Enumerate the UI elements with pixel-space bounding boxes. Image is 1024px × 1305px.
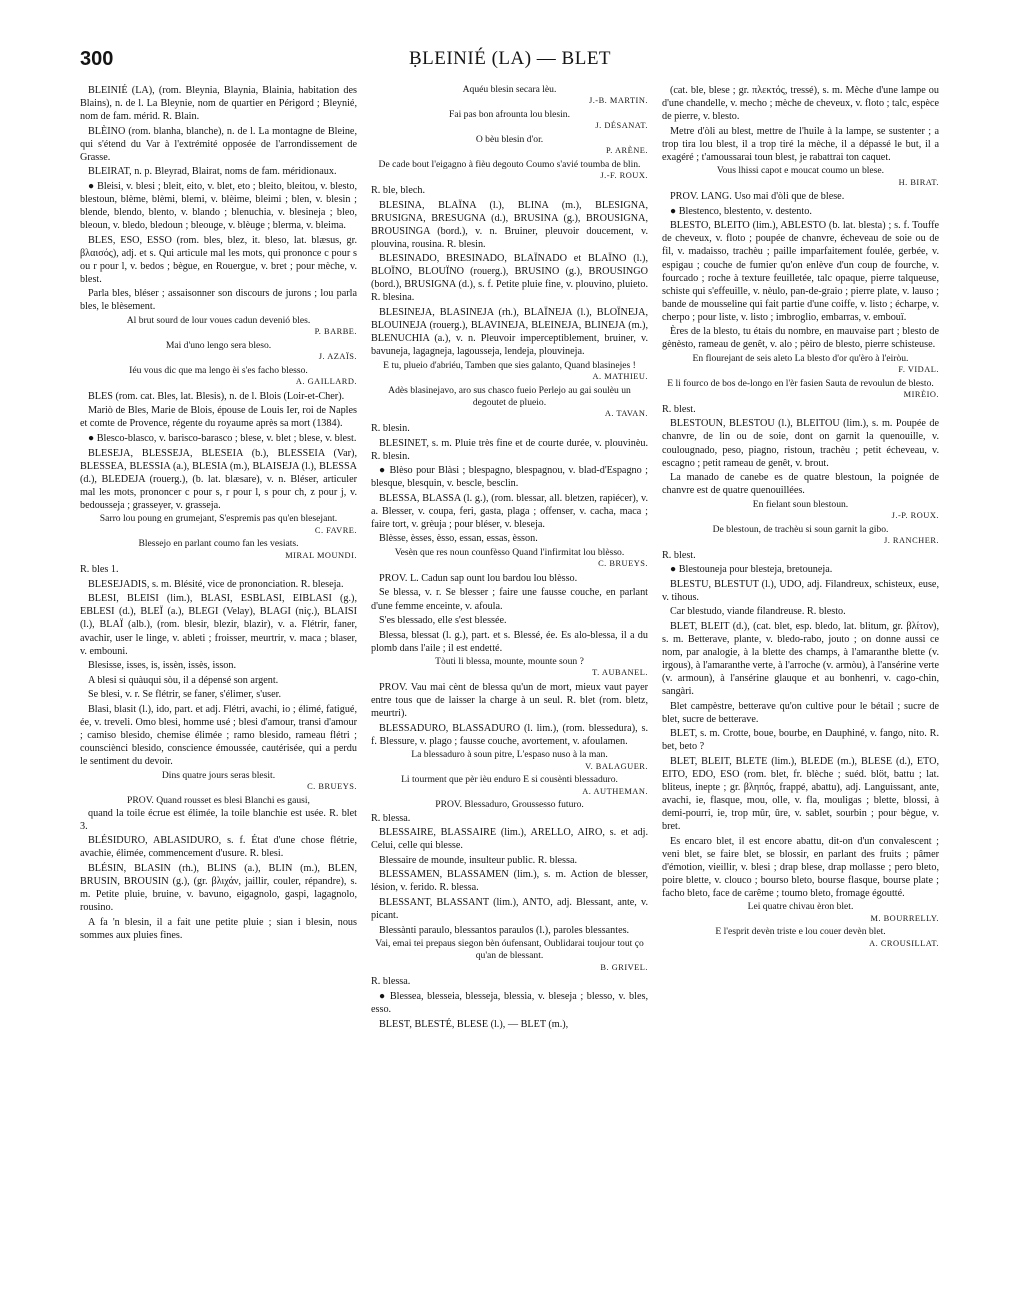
quotation: Al brut sourd de lour voues cadun devenió bles. [126,314,311,326]
dictionary-entry: BLESINADO, BRESINADO, BLAÏNADO et BLAÏNO (l.), BLOÏNO, BLOUÏNO (rouerg.), BRUSINO (g.), BROUSINGO (bord.), BRUSIGNA (d.), s. f. Petite pluie fine, v. plouvino, pluieto. R. blesina. [371,253,648,304]
dictionary-entry: PROV. LANG. Uso mai d'òli que de blese. [670,191,845,203]
dictionary-entry: Blessaire de mounde, insulteur public. R. blessa. [379,854,578,866]
dictionary-entry: BLESEJA, BLESSEJA, BLESEIA (b.), BLESSEIA (Var), BLESSEA, BLESSIA (a.), BLESIA (m.), BLAISEJA (l.), BLESSA (d.), BLEDEJA (rouerg.), (b. lat. blæsare), v. n. Bléser, articuler mal les mots, prononcer c pour s, r pour l, s pour ch, z pour j, v. bedousseja ; grasseyer, v. grasseja. [80,447,357,511]
quotation: PROV. Blessaduro, Groussesso futuro. [435,799,584,811]
dictionary-entry: ● Blestouneja pour blesteja, bretouneja. [670,564,833,576]
quotation: Vai, emai tei prepaus siegon bèn óufensant, Oublidarai toujour tout ço qu'an de blessant. [375,938,644,962]
citation-author: P. ARÈNE. [606,146,648,156]
quotation: En flourejant de seis aleto La blesto d'or qu'èro à l'eiròu. [692,352,909,364]
quotation: Blessejo en parlant coumo fan les vesiats. [138,538,299,550]
citation-author: A. TAVAN. [604,409,648,419]
dictionary-entry: Se blessa, v. r. Se blesser ; faire une fausse couche, en parlant d'une femme enceinte, v. afoula. [371,587,648,612]
quotation: Dins quatre jours seras blesit. [161,769,276,781]
dictionary-entry: BLESSAMEN, BLASSAMEN (lim.), s. m. Action de blesser, lésion, v. ferido. R. blessa. [371,869,648,894]
citation-author: MIRÈIO. [903,390,939,400]
quotation: PROV. Quand rousset es blesi Blanchi es gausi, [127,794,310,806]
quotation: Sarro lou poung en grumejant, S'espremis pas qu'en blesejant. [99,513,338,525]
dictionary-entry: La manado de canebe es de quatre blestoun, la poignée de chanvre est de quatre quenouillées. [662,472,939,497]
column-right [662,84,939,1284]
dictionary-entry: BLESINET, s. m. Pluie très fine et de courte durée, v. plouvinèu. R. blesin. [371,437,648,462]
dictionary-entry: Blèsse, èsses, èsso, essan, essas, èsson. [379,533,538,545]
dictionary-entry: BLESEJADIS, s. m. Blésité, vice de prononciation. R. bleseja. [88,578,344,590]
dictionary-entry: BLET, BLEIT, BLETE (lim.), BLEDE (m.), BLESE (d.), ETO, EITO, EDO, ESO (rom. blet, fr. blèche ; suéd. blöt, battu ; lat. bliteus, inepte ; gr. βληπός, frappé, abattu), adj. Languissant, ante, avachi, ie, flasque, mou, olle, v. fla, mouligas ; blette, blossi, à demi-pourri, ie, trop mûr, ûre, v. sablet, sourbin ; pour bègue, v. bret. [662,755,939,833]
dictionary-entry: PROV. L. Cadun sap ount lou bardou lou blèsso. [379,572,578,584]
citation-author: C. BRUEYS. [307,781,357,791]
quotation: De blestoun, de trachèu si soun garnit la gibo. [712,523,889,535]
dictionary-entry: R. blest. [662,549,696,561]
page-number: 300 [80,48,114,70]
citation-author: J. AZAÏS. [318,352,357,362]
dictionary-entry: R. blessa. [371,812,411,824]
quotation: Vesèn que res noun counfèsso Quand l'infirmitat lou blèsso. [394,546,625,558]
quotation: E tu, plueio d'abriéu, Tamben que sies galanto, Quand blasinejes ! [383,359,636,371]
dictionary-entry: R. blessa. [371,976,411,988]
citation-author: T. AUBANEL. [592,668,648,678]
dictionary-entry: (cat. ble, blese ; gr. πλεκτός, tressé), s. m. Mèche d'une lampe ou d'une chandelle, v. mecho ; mèche de cheveux, v. floto ; talc, espèce de pierre, v. blesto. [662,85,939,123]
dictionary-entry: ● Blessea, blesseia, blesseja, blessia, v. bleseja ; blesso, v. bles, esso. [371,990,648,1016]
quotation: Tòuti li blessa, mounte, mounte soun ? [435,656,584,668]
citation-author: B. GRIVEL. [600,962,648,972]
dictionary-entry: PROV. Vau mai cènt de blessa qu'un de mort, mieux vaut payer entre tous que de laisser la charge à un seul. R. blet (rom. bletz, meurtri). [371,682,648,720]
dictionary-entry: ● Bleisi, v. blesi ; bleit, eito, v. blet, eto ; bleito, bleitou, v. blesto, blestoun, blème, blèmi, blemi, v. blèime, bleimi ; blen, v. blesin ; blende, blendo, blento, v. blando ; blenuchia, v. blesineja ; bleo, bleoun, v. bledo, bledoun ; bleouge, v. blèuge ; blerma, v. bleima. [80,180,357,231]
quotation: Aquéu blesin secara lèu. [462,84,557,95]
running-head: ḄLEINIÉ (LA) — BLET [408,48,612,69]
quotation: Vous lhissi capot e moucat coumo un blese. [716,165,885,177]
citation-author: M. BOURRELLY. [870,913,939,923]
quotation: E li fourco de bos de-longo en l'èr fasien Sauta de revoulun de blesto. [667,377,934,389]
quotation: Li tourment que pèr ièu enduro E si cousènti blessaduro. [401,774,618,786]
citation-author: J. RANCHER. [883,536,939,545]
dictionary-entry: BLESI, BLEISI (lim.), BLASI, ESBLASI, EIBLASI (g.), EBLESI (d.), BLEÏ (a.), BLEGI (Velay), BLAGI (niç.), BLAISI (l.), BLAÏ (alb.), (rom. blesir, blezir, blazir), v. a. Flétrir, faner, avachir, user le linge, v. ableti ; froisser, meurtrir, v. maca ; blaser, v. embouni. [80,593,357,657]
quotation: La blessaduro à soun pitre, L'espaso nuso à la man. [411,749,608,761]
quotation: Lei quatre chivau èron blet. [747,901,854,913]
dictionary-entry: R. blesin. [371,422,410,434]
dictionary-entry: A blesi si quàuqui sòu, il a dépensé son argent. [88,674,279,686]
dictionary-entry: ● Blestenco, blestento, v. destento. [670,205,812,217]
quotation: Mai d'uno lengo sera bleso. [165,339,272,351]
dictionary-entry: BLEINIÉ (LA), (rom. Bleynia, Blaynia, Blainia, habitation des Blains), n. de l. La Bleynie, nom de quartier en Périgord ; Bleynié, nom de fam. mérid. R. Blain. [80,85,357,123]
dictionary-entry: BLESTOUN, BLESTOU (l.), BLEITOU (lim.), s. m. Poupée de chanvre, de lin ou de soie, dont on garnit la quenouille, v. coulougnado, peso, piagno, ristoun, trachèu ; petit écheveau, v. escagno ; petit rameau de genêt, v. brout. [662,418,939,469]
dictionary-entry: BLÉSIN, BLASIN (rh.), BLINS (a.), BLIN (m.), BLEN, BRUSIN, BROUSIN (g.), (gr. βλιχάν, jaillir, couler, répandre), s. m. Petite pluie, bruine, v. bavuno, eigagnolo, gaspi, lagagnolo, rousino. [80,862,357,914]
dictionary-entry: Metre d'òli au blest, mettre de l'huile à la lampe, se sustenter ; a trop tira lou blest, il a trop tiré la mèche, il a dépassé le but, il a exagéré ; t'amoussarai toun blest, je rabattrai ton caquet. [662,125,939,163]
dictionary-entry: R. bles 1. [80,564,119,576]
dictionary-entry: Blasi, blasit (l.), ido, part. et adj. Flétri, avachi, io ; élimé, fatigué, ée, v. treveli. Omo blesi, homme usé ; blesi d'amour, transi d'amour ; camiso blesido, chemise élimée ; ramo blesido, rameau flétri ; counsciènci blesido, conscience émoussée, cautérisée, qui a perdu le sentiment du devoir. [80,703,357,767]
dictionary-entry: Parla bles, bléser ; assaisonner son discours de jurons ; lou parla bles, le blèsement. [80,288,357,313]
text-columns [80,84,940,1284]
dictionary-entry: BLES, ESO, ESSO (rom. bles, blez, it. bleso, lat. blæsus, gr. βλαισός), adj. et s. Qui articule mal les mots, qui prononce c pour s ou r pour l, v. bedos ; bègue, en Rouergue, v. bret ; pour mèche, v. blest. [80,234,357,285]
citation-author: A. GAILLARD. [295,377,357,387]
dictionary-entry: R. blest. [662,403,696,415]
citation-author: MIRAL MOUNDI. [285,550,357,560]
dictionary-entry: BLEST, BLESTÉ, BLESE (l.), — BLET (m.), [379,1018,569,1030]
dictionary-entry: ● Blèso pour Blàsi ; blespagno, blespagnou, v. blad-d'Espagno ; blesque, blesquin, v. bescle, besclin. [371,465,648,490]
dictionary-entry: quand la toile écrue est élimée, la toile blanchie est usée. R. blet 3. [80,807,357,832]
citation-author: A. CROUSILLAT. [869,938,939,948]
dictionary-entry: Blessànti paraulo, blessantos paraulos (l.), paroles blessantes. [379,924,630,936]
dictionary-entry: Blesisse, isses, is, issèn, issès, isson. [88,660,237,672]
dictionary-entry: Es encaro blet, il est encore abattu, dit-on d'un convalescent ; veni blet, se faire blet, se blossir, en parlant des fruits ; pâmer d'émotion, vieillir, v. blesi ; drap blese, drap mollasse ; pero bleto, poire blette, v. clouco ; bourso bleto, bourse flasque, bourse plate ; facho bleto, face de carême ; toumo bleto, fromage égoutté. [662,835,939,899]
citation-author: H. BIRAT. [898,177,939,187]
quotation: Adès blasinejavo, aro sus chasco fueio Perlejo au gai soulèu un degoutet de plueio. [388,384,631,408]
dictionary-entry: BLESSA, BLASSA (l. g.), (rom. blessar, all. bletzen, rapiécer), v. a. Blesser, v. coupa, feri, gasta, plaga ; offenser, v. cacha, maca ; faire tort, v. grèuja ; pour bléser, v. bleseja. [371,492,648,530]
citation-author: J. DÉSANAT. [595,121,648,131]
citation-author: J.-B. MARTIN. [588,96,648,106]
dictionary-entry: Ères de la blesto, tu étais du nombre, en mauvaise part ; blesto de gènèsto, rameau de genêt, v. alo ; pèiro de blesto, pierre schisteuse. [662,326,939,351]
citation-author: A. MATHIEU. [592,371,648,381]
dictionary-entry: BLÈINO (rom. blanha, blanche), n. de l. La montagne de Bleine, qui s'étend du Var à l'extrémité opposée de l'arrondissement de Grasse. [80,125,357,163]
dictionary-entry: BLESINA, BLAÏNA (l.), BLINA (m.), BLESIGNA, BRUSIGNA, BRESUGNA (d.), BRUSINA (g.), BROUSIGNA, BROUSINGA (bord.), v. n. Bruiner, pleuvoir doucement, v. plouvina, rousina. R. blesin. [371,199,648,250]
dictionary-entry: BLESSAIRE, BLASSAIRE (lim.), ARELLO, AIRO, s. et adj. Celui, celle qui blesse. [371,827,648,852]
citation-author: V. BALAGUER. [585,761,648,771]
citation-author: C. FAVRE. [314,525,357,535]
dictionary-entry: BLESSANT, BLASSANT (lim.), ANTO, adj. Blessant, ante, v. picant. [371,897,648,922]
dictionary-entry: BLEIRAT, n. p. Bleyrad, Blairat, noms de fam. méridionaux. [88,166,337,178]
dictionary-entry: BLES (rom. cat. Bles, lat. Blesis), n. de l. Blois (Loir-et-Cher). [88,390,345,402]
dictionary-entry: BLESTU, BLESTUT (l.), UDO, adj. Filandreux, schisteux, euse, v. tihous. [662,578,939,603]
citation-author: P. BARBE. [314,327,357,337]
dictionary-entry: BLESINEJA, BLASINEJA (rh.), BLAÏNEJA (l.), BLOÏNEJA, BLOUINEJA (rouerg.), BLAVINEJA, BLEINEJA, BLINEJA (m.), BLENUCHIA (a.), v. n. Pleuvoir imperceptiblement, bruiner, v. bavuneja, lagagneja, lagousseja, lendeja, plouvineja. [371,306,648,358]
column-middle [371,84,648,1284]
dictionary-entry: Se blesi, v. r. Se flétrir, se faner, s'élimer, s'user. [88,689,282,701]
dictionary-entry: BLÉSIDURO, ABLASIDURO, s. f. État d'une chose flétrie, avachie, élimée, commencement d'usure. R. blesi. [80,835,357,860]
dictionary-entry: R. ble, blech. [371,185,426,197]
citation-author: A. AUTHEMAN. [582,786,648,796]
dictionary-entry: A fa 'n blesin, il a fait une petite pluie ; sian i blesin, nous sommes aux pluies fines. [80,916,357,941]
quotation: E l'esprit devèn triste e lou couer devèn blet. [715,926,886,938]
dictionary-entry: BLET, s. m. Crotte, boue, bourbe, en Dauphiné, v. fango, nito. R. bet, beto ? [662,728,939,753]
dictionary-entry: Blessa, blessat (l. g.), part. et s. Blessé, ée. Es alo-blessa, il a du plomb dans l'aile ; il est endetté. [371,629,648,654]
quotation: Iéu vous dic que ma lengo èi s'es facho blesso. [129,364,308,376]
dictionary-entry: BLET, BLEIT (d.), (cat. blet, esp. bledo, lat. blitum, gr. βλίτον), s. m. Betterave, plante, v. bledo-rabo, jouto ; on donne aussi ce nom, par analogie, à la blette des champs, à l'amaranthe blette (v. irgous), à l'amaranthe verte, à l'arroche (v. armòu), à l'ansérine verte (v. armoun), à l'ansérine glauque et au bonhenri, v. cago-chin, sangàri. [662,620,939,698]
dictionary-entry: Car blestudo, viande filandreuse. R. blesto. [670,606,846,618]
page-header [80,48,940,78]
quotation: De cade bout l'eigagno à fièu degouto Coumo s'avié toumba de blin. [378,159,641,171]
column-left [80,84,357,1284]
dictionary-entry: Blet campèstre, betterave qu'on cultive pour le bétail ; sucre de blet, sucre de betterave. [662,700,939,725]
quotation: Fai pas bon afrounta lou blesin. [449,109,570,121]
citation-author: J.-P. ROUX. [891,510,939,520]
dictionary-entry: Mariò de Bles, Marie de Blois, épouse de Louis Ier, roi de Naples et comte de Provence, régente du royaume après sa mort (1384). [80,405,357,430]
dictionary-entry: BLESSADURO, BLASSADURO (l. lim.), (rom. blessedura), s. f. Blessure, v. plago ; fausse couche, avortement, v. afoulamen. [371,722,648,747]
dictionary-entry: BLESTO, BLEITO (lim.), ABLESTO (b. lat. blesta) ; s. f. Touffe de cheveux, v. floto ; poupée de chanvre, écheveau de soie ou de fil, v. madaisso, trachèu ; paille imparfaitement foulée, gerbée, v. espigau ; couche de fumier qu'on enlève d'un coup de fourche, v. fourcado ; roche à texture feuilletée, talc opaque, pierre talqueuse, schiste qui s'effeuille, v. nèulo, pan-de-graio ; pierre plate, v. lauso ; bande de mousseline qui fait partie d'une coiffe, v. listo ; écharpe, v. cherpo ; pour liste, v. listo ; imbroglio, embarras, v. embouï. [662,220,939,323]
citation-author: F. VIDAL. [898,365,939,375]
citation-author: C. BRUEYS. [598,559,648,569]
quotation: O bèu blesin d'or. [475,134,544,146]
citation-author: J.-F. ROUX. [600,171,648,181]
quotation: En fielant soun blestoun. [752,498,849,510]
dictionary-entry: S'es blessado, elle s'est blessée. [379,615,507,627]
dictionary-entry: ● Blesco-blasco, v. barisco-barasco ; blese, v. blet ; blese, v. blest. [88,432,357,444]
